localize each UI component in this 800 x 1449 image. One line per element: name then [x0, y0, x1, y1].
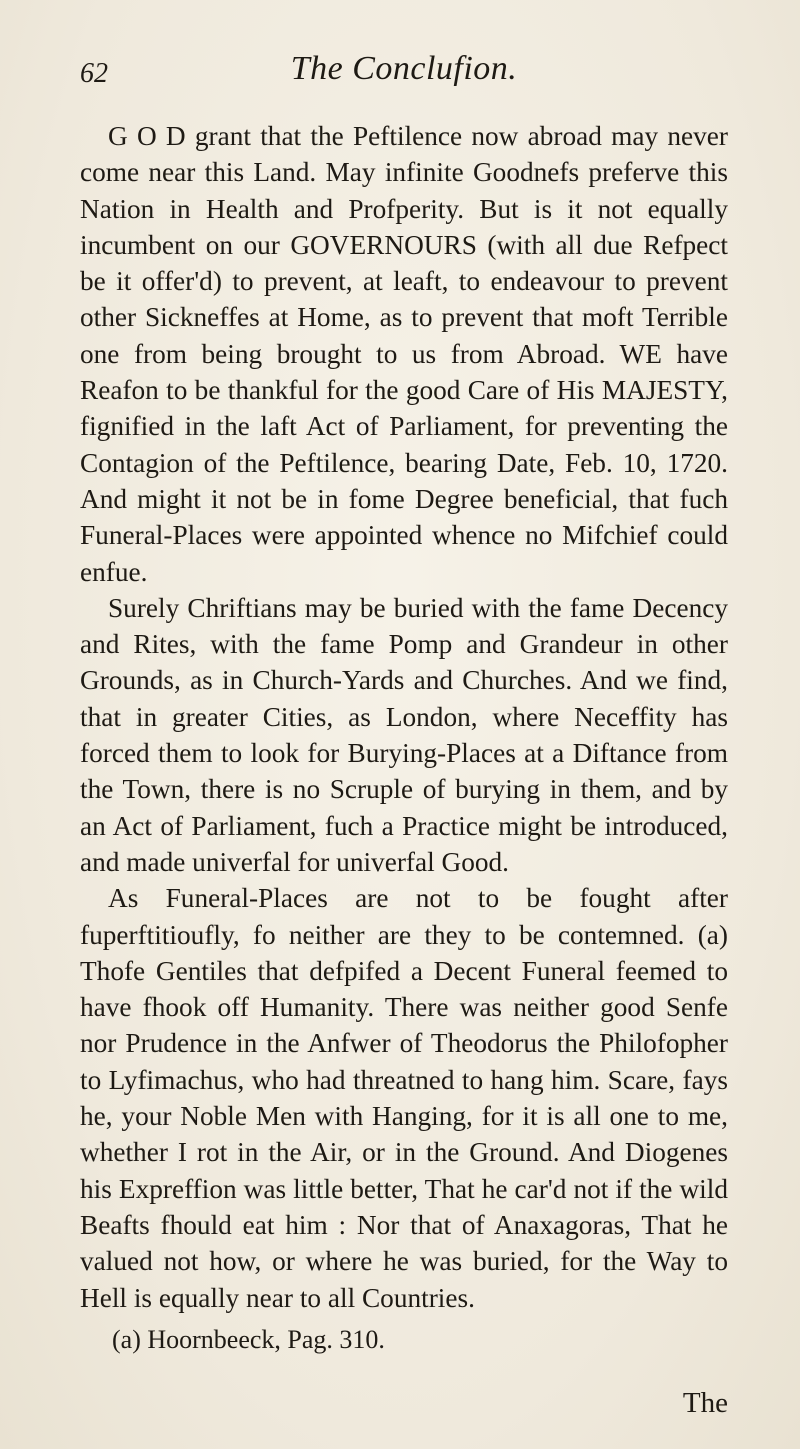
- page-header: [80, 50, 728, 94]
- body-text: [80, 118, 728, 1316]
- running-title: The Conclufion.: [290, 50, 518, 87]
- footnote: (a) Hoornbeeck, Pag. 310.: [112, 1325, 385, 1354]
- paragraph: As Funeral-Places are not to be fought after fuperftitioufly, fo neither are they to be contemned. (a) Thofe Gentiles that defpifed a Decent Funeral feemed to have fhook off Humanity. There was neither good Senfe nor Prudence in the Anfwer of Theodorus the Philofopher to Lyfimachus, who had threatned to hang him. Scare, fays he, your Noble Men with Hanging, for it is all one to me, whether I rot in the Air, or in the Ground. And Diogenes his Expreffion was little better, That he car'd not if the wild Beafts fhould eat him : Nor that of Anaxagoras, That he valued not how, or where he was buried, for the Way to Hell is equally near to all Countries.: [80, 883, 728, 1313]
- paragraph: Surely Chriftians may be buried with the fame Decency and Rites, with the fame Pomp and Grandeur in other Grounds, as in Church-Yards and Churches. And we find, that in greater Cities, as London, where Neceffity has forced them to look for Burying-Places at a Diftance from the Town, there is no Scruple of burying in them, and by an Act of Parliament, fuch a Practice might be introduced, and made univerfal for univerfal Good.: [80, 592, 728, 877]
- paragraph: G O D grant that the Peftilence now abroad may never come near this Land. May infinite Goodnefs preferve this Nation in Health and Profperity. But is it not equally incumbent on our GOVERNOURS (with all due Refpect be it offer'd) to prevent, at leaft, to endeavour to prevent other Sickneffes at Home, as to prevent that moft Terrible one from being brought to us from Abroad. WE have Reafon to be thankful for the good Care of His MAJESTY, fignified in the laft Act of Parliament, for preventing the Contagion of the Peftilence, bearing Date, Feb. 10, 1720. And might it not be in fome Degree beneficial, that fuch Funeral-Places were appointed whence no Mifchief could enfue.: [80, 121, 728, 587]
- page-number: 62: [80, 58, 108, 89]
- catchword: The: [682, 1387, 728, 1419]
